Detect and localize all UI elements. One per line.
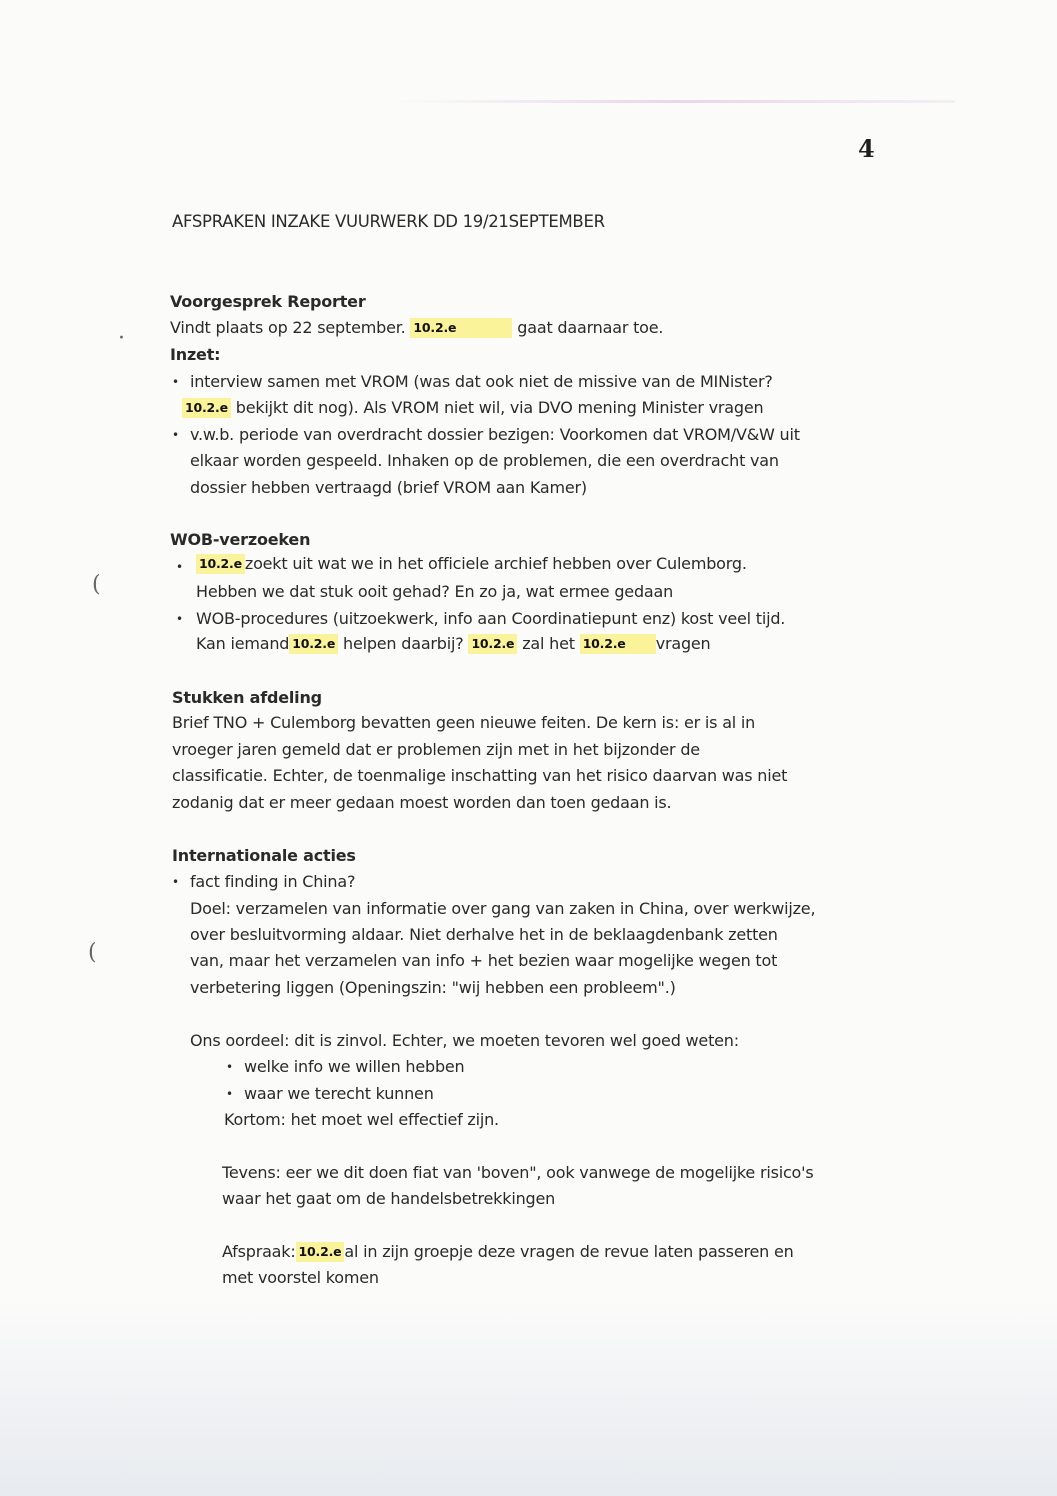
text-line: dossier hebben vertraagd (brief VROM aan Kamer) — [190, 478, 587, 497]
heading-wob: WOB-verzoeken — [170, 530, 311, 549]
text-line: Ons oordeel: dit is zinvol. Echter, we moeten tevoren wel goed weten: — [190, 1031, 739, 1050]
scan-artifact-bottom — [0, 1300, 1057, 1496]
redaction-box: 10.2.e — [296, 1242, 345, 1262]
text-line: over besluitvorming aldaar. Niet derhalve het in de beklaagdenbank zetten — [190, 925, 778, 944]
margin-mark: ( — [92, 572, 101, 597]
text-line: elkaar worden gespeeld. Inhaken op de problemen, die een overdracht van — [190, 451, 779, 470]
bullet-dot: • — [226, 1060, 234, 1074]
text-line: WOB-procedures (uitzoekwerk, info aan Coordinatiepunt enz) kost veel tijd. — [196, 609, 786, 628]
text-line: van, maar het verzamelen van info + het bezien waar mogelijke wegen tot — [190, 951, 778, 970]
document-title: AFSPRAKEN INZAKE VUURWERK DD 19/21SEPTEMBER — [172, 212, 605, 231]
heading-reporter: Voorgesprek Reporter — [170, 292, 366, 311]
text-line: Kortom: het moet wel effectief zijn. — [224, 1110, 499, 1129]
text-line: 10.2.e bekijkt dit nog). Als VROM niet wil, via DVO mening Minister vragen — [182, 398, 763, 418]
label-inzet: Inzet: — [170, 345, 221, 364]
text-line: Tevens: eer we dit doen fiat van 'boven", ook vanwege de mogelijke risico's — [222, 1163, 814, 1182]
bullet-dot: • — [172, 428, 180, 442]
text-line: Doel: verzamelen van informatie over gang van zaken in China, over werkwijze, — [190, 899, 816, 918]
text-line: met voorstel komen — [222, 1268, 379, 1287]
text-line: interview samen met VROM (was dat ook niet de missive van de MINister? — [190, 372, 773, 391]
bullet-dot: • — [172, 375, 180, 389]
redaction-box: 10.2.e — [580, 634, 656, 654]
text-line: waar we terecht kunnen — [244, 1084, 434, 1103]
heading-stukken: Stukken afdeling — [172, 688, 322, 707]
scan-artifact-line — [395, 100, 955, 103]
text-line: zodanig dat er meer gedaan moest worden dan toen gedaan is. — [172, 793, 672, 812]
bullet-dot: • — [176, 560, 184, 574]
redaction-box: 10.2.e — [468, 634, 517, 654]
bullet-dot: • — [176, 612, 184, 626]
redaction-box: 10.2.e — [289, 634, 338, 654]
text-line: welke info we willen hebben — [244, 1057, 465, 1076]
page-number: 4 — [858, 134, 875, 163]
text-line: Afspraak: 10.2.e al in zijn groepje deze vragen de revue laten passeren en — [222, 1242, 794, 1261]
redaction-box: 10.2.e — [410, 318, 512, 338]
redaction-box: 10.2.e — [182, 398, 231, 418]
margin-mark: ( — [88, 940, 97, 965]
text-line: fact finding in China? — [190, 872, 356, 891]
text-line: Hebben we dat stuk ooit gehad? En zo ja, wat ermee gedaan — [196, 582, 674, 601]
margin-mark: · — [118, 326, 125, 351]
text-line: Vindt plaats op 22 september. 10.2.e gaat daarnaar toe. — [170, 318, 664, 337]
text-line: v.w.b. periode van overdracht dossier bezigen: Voorkomen dat VROM/V&W uit — [190, 425, 800, 444]
text-line: Kan iemand 10.2.e helpen daarbij? 10.2.e zal het 10.2.e vragen — [196, 634, 711, 653]
bullet-dot: • — [226, 1087, 234, 1101]
text-line: vroeger jaren gemeld dat er problemen zijn met in het bijzonder de — [172, 740, 700, 759]
bullet-dot: • — [172, 875, 180, 889]
text-line: verbetering liggen (Openingszin: "wij hebben een probleem".) — [190, 978, 676, 997]
text-line: Brief TNO + Culemborg bevatten geen nieuwe feiten. De kern is: er is al in — [172, 713, 756, 732]
heading-internationaal: Internationale acties — [172, 846, 356, 865]
text-line: classificatie. Echter, de toenmalige inschatting van het risico daarvan was niet — [172, 766, 788, 785]
text-line: 10.2.e zoekt uit wat we in het officiele archief hebben over Culemborg. — [196, 554, 747, 574]
text-line: waar het gaat om de handelsbetrekkingen — [222, 1189, 556, 1208]
redaction-box: 10.2.e — [196, 554, 245, 574]
